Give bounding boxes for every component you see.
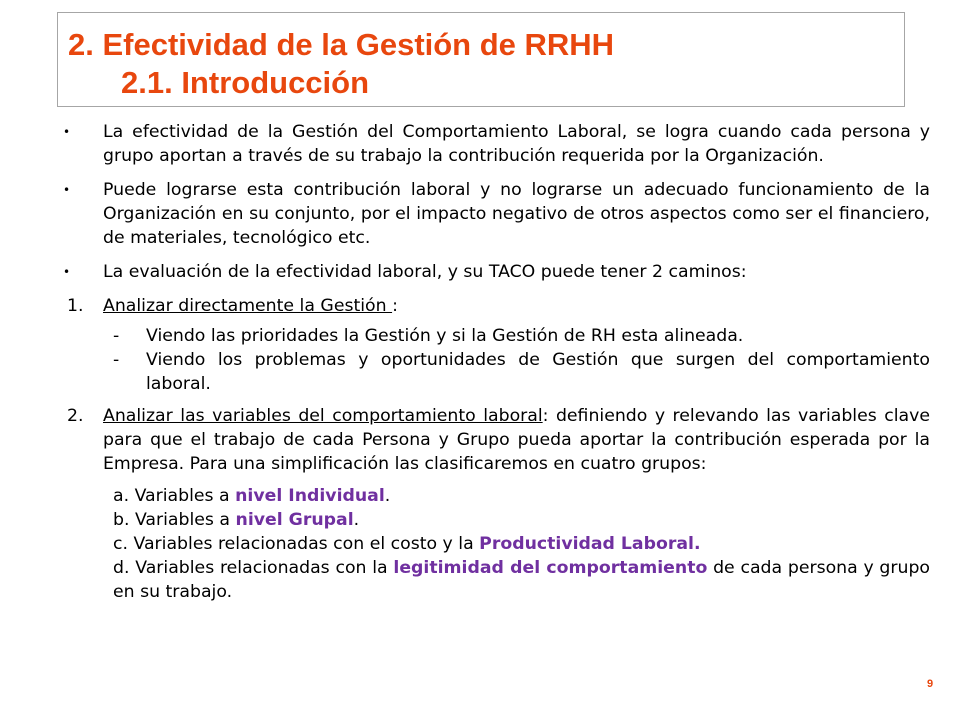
title-box xyxy=(57,12,905,107)
sub-item-text: de cada persona y grupo en su trabajo. xyxy=(113,558,930,602)
bullet-item xyxy=(57,178,930,250)
highlight-text: nivel Grupal xyxy=(235,510,354,530)
item-title: Analizar directamente la Gestión xyxy=(103,296,393,316)
sub-item-text: b. Variables a xyxy=(113,510,236,530)
bullet-marker: • xyxy=(63,125,71,139)
sub-item-text: a. Variables a xyxy=(113,486,236,506)
numbered-item-1 xyxy=(57,294,930,318)
dash-marker: - xyxy=(113,326,120,346)
bullet-text: La evaluación de la efectividad laboral, y su TACO puede tener 2 caminos: xyxy=(103,262,747,282)
sub-item-b xyxy=(57,508,930,532)
sub-item-text: . xyxy=(384,486,391,506)
slide-body xyxy=(57,120,930,604)
sub-item-a xyxy=(57,484,930,508)
item-number: 2. xyxy=(67,406,84,426)
highlight-text: legitimidad del comportamiento xyxy=(393,558,708,578)
numbered-item-2 xyxy=(57,404,930,476)
dash-item xyxy=(57,324,930,348)
dash-marker: - xyxy=(113,350,120,370)
item-number: 1. xyxy=(67,296,84,316)
item-suffix: : xyxy=(392,296,398,316)
bullet-item xyxy=(57,120,930,168)
sub-item-text: c. Variables relacionadas con el costo y la xyxy=(113,534,480,554)
sub-item-text: d. Variables relacionadas con la xyxy=(113,558,394,578)
item-text: : definiendo y relevando las variables clave para que el trabajo de cada Persona y Grupo pueda aportar la contribución esperada por la Empresa. Para una simplificación las clasificaremos en cuatro grupos: xyxy=(103,406,930,474)
sub-item-c xyxy=(57,532,930,556)
highlight-text: nivel Individual xyxy=(235,486,385,506)
highlight-text: Productividad Laboral. xyxy=(479,534,701,554)
bullet-marker: • xyxy=(63,265,71,279)
dash-text: Viendo los problemas y oportunidades de Gestión que surgen del comportamiento laboral. xyxy=(146,350,930,394)
item-title: Analizar las variables del comportamiento laboral xyxy=(103,406,543,426)
bullet-item xyxy=(57,260,930,284)
bullet-marker: • xyxy=(63,183,71,197)
bullet-text: La efectividad de la Gestión del Comportamiento Laboral, se logra cuando cada persona y grupo aportan a través de su trabajo la contribución requerida por la Organización. xyxy=(103,122,930,166)
sub-item-text: . xyxy=(353,510,360,530)
dash-text: Viendo las prioridades la Gestión y si la Gestión de RH esta alineada. xyxy=(146,326,744,346)
slide-subtitle: 2.1. Introducción xyxy=(121,65,370,100)
bullet-text: Puede lograrse esta contribución laboral y no lograrse un adecuado funcionamiento de la Organización en su conjunto, por el impacto negativo de otros aspectos como ser el financiero, de materiales, tecnológico etc. xyxy=(103,180,930,248)
sub-item-d xyxy=(57,556,930,604)
dash-item xyxy=(57,348,930,396)
slide-title: 2. Efectividad de la Gestión de RRHH xyxy=(68,27,615,62)
page-number: 9 xyxy=(927,678,934,690)
